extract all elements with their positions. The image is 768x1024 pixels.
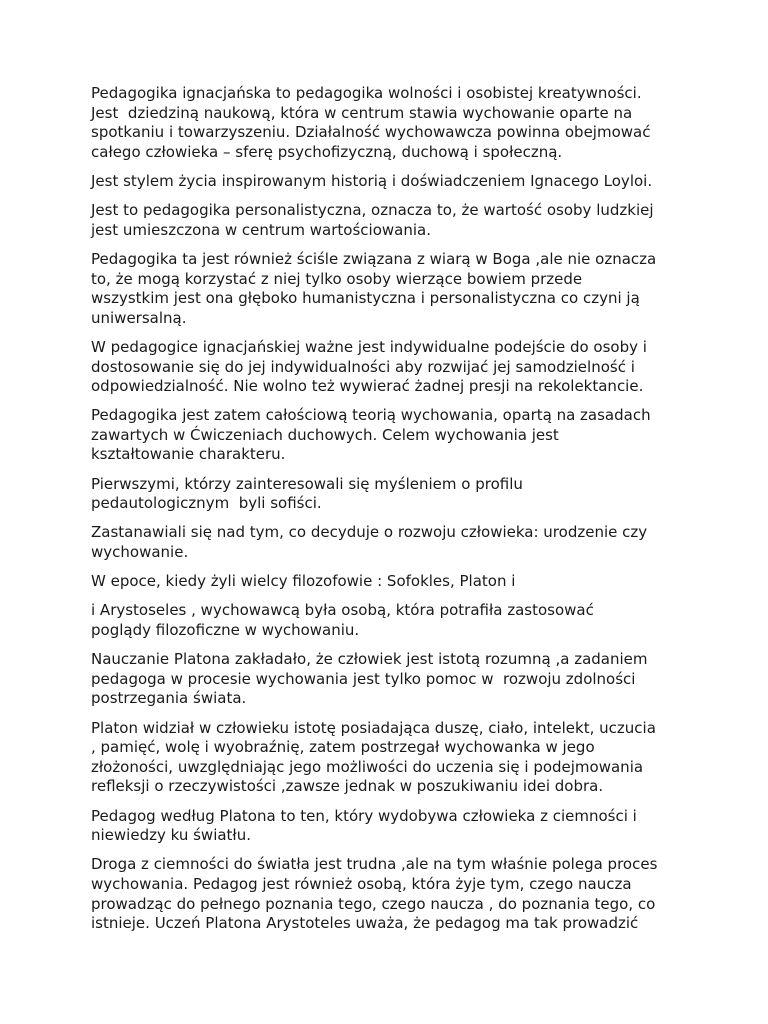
text-line: odpowiedzialność. Nie wolno też wywierać żadnej presji na rekolektancie. [91, 377, 644, 396]
paragraph [91, 601, 691, 640]
paragraph [91, 338, 691, 397]
text-line: W epoce, kiedy żyli wielcy filozofowie : Sofokles, Platon i [91, 572, 516, 591]
paragraph [91, 250, 691, 328]
text-line: , pamięć, wolę i wyobraźnię, zatem postrzegał wychowanka w jego [91, 738, 595, 757]
text-line: Pedagog według Platona to ten, który wydobywa człowieka z ciemności i [91, 806, 637, 825]
paragraph [91, 201, 691, 240]
paragraph [91, 475, 691, 514]
text-line: W pedagogice ignacjańskiej ważne jest indywidualne podejście do osoby i [91, 337, 647, 356]
text-line: Nauczanie Platona zakładało, że człowiek jest istotą rozumną ,a zadaniem [91, 650, 648, 669]
text-line: istnieje. Uczeń Platona Arystoteles uważa, że pedagog ma tak prowadzić [91, 914, 639, 933]
text-line: dostosowanie się do jej indywidualności aby rozwijać jej samodzielność i [91, 357, 635, 376]
text-line: Pedagogika ignacjańska to pedagogika wolności i osobistej kreatywności. [91, 84, 642, 102]
text-line: pedagoga w procesie wychowania jest tylko pomoc w rozwoju zdolności [91, 669, 636, 688]
paragraph [91, 719, 691, 797]
paragraph [91, 855, 691, 933]
text-line: spotkaniu i towarzyszeniu. Działalność wychowawcza powinna obejmować [91, 123, 651, 142]
text-line: wychowania. Pedagog jest również osobą, która żyje tym, czego naucza [91, 874, 632, 893]
paragraph [91, 172, 691, 192]
text-line: wychowanie. [91, 543, 189, 562]
text-line: jest umieszczona w centrum wartościowania. [91, 220, 431, 239]
text-line: zawartych w Ćwiczeniach duchowych. Celem wychowania jest [91, 425, 559, 444]
paragraph [91, 523, 691, 562]
text-line: Platon widział w człowieku istotę posiadająca duszę, ciało, intelekt, uczucia [91, 718, 656, 737]
text-line: uniwersalną. [91, 308, 187, 327]
text-line: Zastanawiali się nad tym, co decyduje o rozwoju człowieka: urodzenie czy [91, 523, 648, 542]
text-line: to, że mogą korzystać z niej tylko osoby wierzące bowiem przede [91, 269, 583, 288]
text-line: Pedagogika jest zatem całościową teorią wychowania, opartą na zasadach [91, 406, 651, 425]
text-line: złożoności, uwzględniając jego możliwości do uczenia się i podejmowania [91, 757, 644, 776]
text-line: i Arystoseles , wychowawcą była osobą, która potrafiła zastosować [91, 601, 594, 620]
text-line: niewiedzy ku światłu. [91, 826, 251, 845]
text-line: kształtowanie charakteru. [91, 445, 286, 464]
text-line: Jest to pedagogika personalistyczna, oznacza to, że wartość osoby ludzkiej [91, 201, 654, 220]
paragraph [91, 807, 691, 846]
paragraph [91, 406, 691, 465]
text-line: wszystkim jest ona głęboko humanistyczna i personalistyczna co czyni ją [91, 289, 640, 308]
text-line: refleksji o rzeczywistości ,zawsze jednak w poszukiwaniu idei dobra. [91, 777, 604, 796]
text-line: całego człowieka – sferę psychofizyczną, duchową i społeczną. [91, 142, 563, 161]
text-line: pedautologicznym byli sofiści. [91, 494, 322, 513]
paragraph [91, 650, 691, 709]
text-line: prowadząc do pełnego poznania tego, czego naucza , do poznania tego, co [91, 894, 656, 913]
paragraph [91, 572, 691, 592]
text-line: Droga z ciemności do światła jest trudna ,ale na tym właśnie polega proces [91, 855, 658, 874]
text-line: Pierwszymi, którzy zainteresowali się myśleniem o profilu [91, 474, 523, 493]
text-line: postrzegania świata. [91, 689, 247, 708]
text-line: Jest stylem życia inspirowanym historią i doświadczeniem Ignacego Loyloi. [91, 171, 653, 190]
text-line: poglądy filozoficzne w wychowaniu. [91, 621, 360, 639]
paragraph [91, 84, 691, 162]
text-line: Pedagogika ta jest również ściśle związana z wiarą w Boga ,ale nie oznacza [91, 249, 657, 268]
document-body [91, 84, 691, 943]
text-line: Jest dziedziną naukową, która w centrum stawia wychowanie oparte na [91, 103, 633, 122]
